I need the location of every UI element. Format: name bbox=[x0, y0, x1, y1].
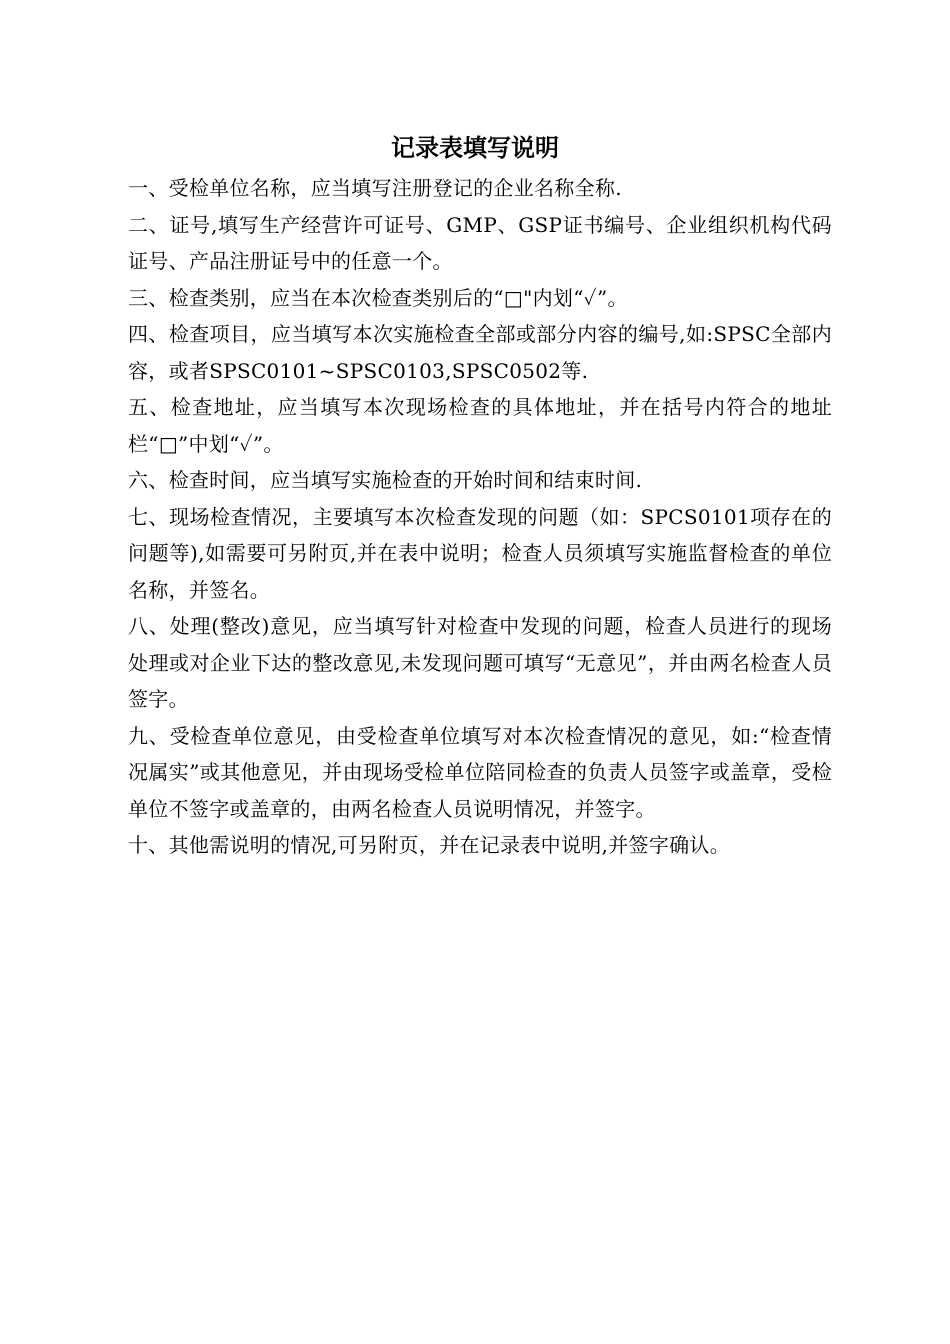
instructions-document bbox=[128, 130, 832, 864]
instruction-item-10: 十、其他需说明的情况,可另附页，并在记录表中说明,并签字确认。 bbox=[128, 833, 731, 857]
document-title: 记录表填写说明 bbox=[391, 134, 559, 162]
instruction-item-5: 五、检查地址，应当填写本次现场检查的具体地址，并在括号内符合的地址栏“□”中划“✓”。 bbox=[128, 395, 832, 456]
instruction-item-1: 一、受检单位名称，应当填写注册登记的企业名称全称. bbox=[128, 176, 622, 200]
instruction-item-9: 九、受检查单位意见，由受检查单位填写对本次检查情况的意见，如:“检查情况属实”或其他意见，并由现场受检单位陪同检查的负责人员签字或盖章，受检单位不签字或盖章的，由两名检查人员说明情况，并签字。 bbox=[128, 723, 832, 821]
instruction-item-2: 二、证号,填写生产经营许可证号、GMP、GSP证书编号、企业组织机构代码证号、产品注册证号中的任意一个。 bbox=[128, 212, 832, 273]
instruction-item-3: 三、检查类别，应当在本次检查类别后的“□"内划“✓”。 bbox=[128, 285, 628, 310]
instruction-item-6: 六、检查时间，应当填写实施检查的开始时间和结束时间. bbox=[128, 468, 643, 492]
instruction-item-7: 七、现场检查情况，主要填写本次检查发现的问题（如：SPCS0101项存在的问题等),如需要可另附页,并在表中说明；检查人员须填写实施监督检查的单位名称，并签名。 bbox=[128, 504, 832, 602]
instruction-item-8: 八、处理(整改)意见，应当填写针对检查中发现的问题，检查人员进行的现场处理或对企业下达的整改意见,未发现问题可填写“无意见”，并由两名检查人员签字。 bbox=[128, 614, 832, 711]
instruction-item-4: 四、检查项目，应当填写本次实施检查全部或部分内容的编号,如:SPSC全部内容，或者SPSC0101~SPSC0103,SPSC0502等. bbox=[128, 322, 832, 383]
